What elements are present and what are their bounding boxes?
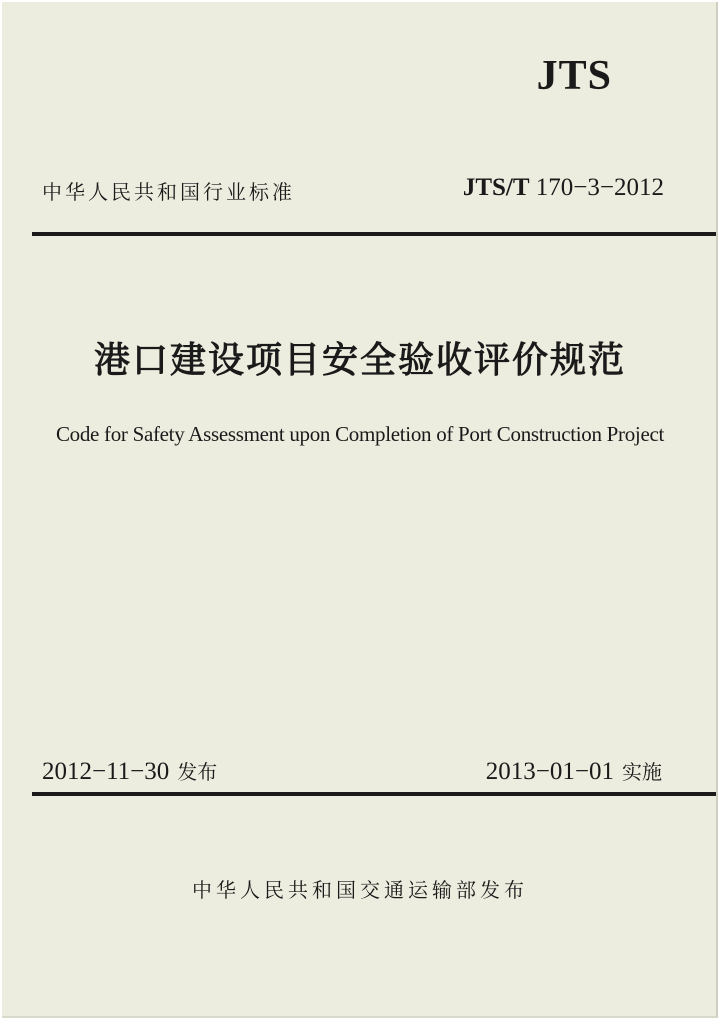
issue-date: 2012−11−30 bbox=[42, 758, 170, 785]
standard-prefix: JTS/T bbox=[462, 174, 530, 201]
title-chinese: 港口建设项目安全验收评价规范 bbox=[93, 340, 626, 381]
implementation-date-line bbox=[486, 756, 662, 786]
issue-date-line bbox=[42, 756, 217, 786]
implementation-label: 实施 bbox=[622, 760, 662, 784]
standard-code bbox=[463, 174, 664, 202]
jts-logo: JTS bbox=[536, 53, 612, 99]
standard-number: 170−3−2012 bbox=[535, 174, 664, 201]
publisher: 中华人民共和国交通运输部发布 bbox=[192, 878, 528, 902]
title-english: Code for Safety Assessment upon Completion of Port Construction Project bbox=[55, 422, 665, 446]
standard-cover bbox=[2, 2, 718, 1018]
implementation-date: 2013−01−01 bbox=[485, 758, 614, 785]
issue-label: 发布 bbox=[177, 760, 218, 784]
top-divider bbox=[32, 232, 716, 236]
standard-category: 中华人民共和国行业标准 bbox=[42, 180, 295, 204]
bottom-divider bbox=[32, 792, 716, 796]
